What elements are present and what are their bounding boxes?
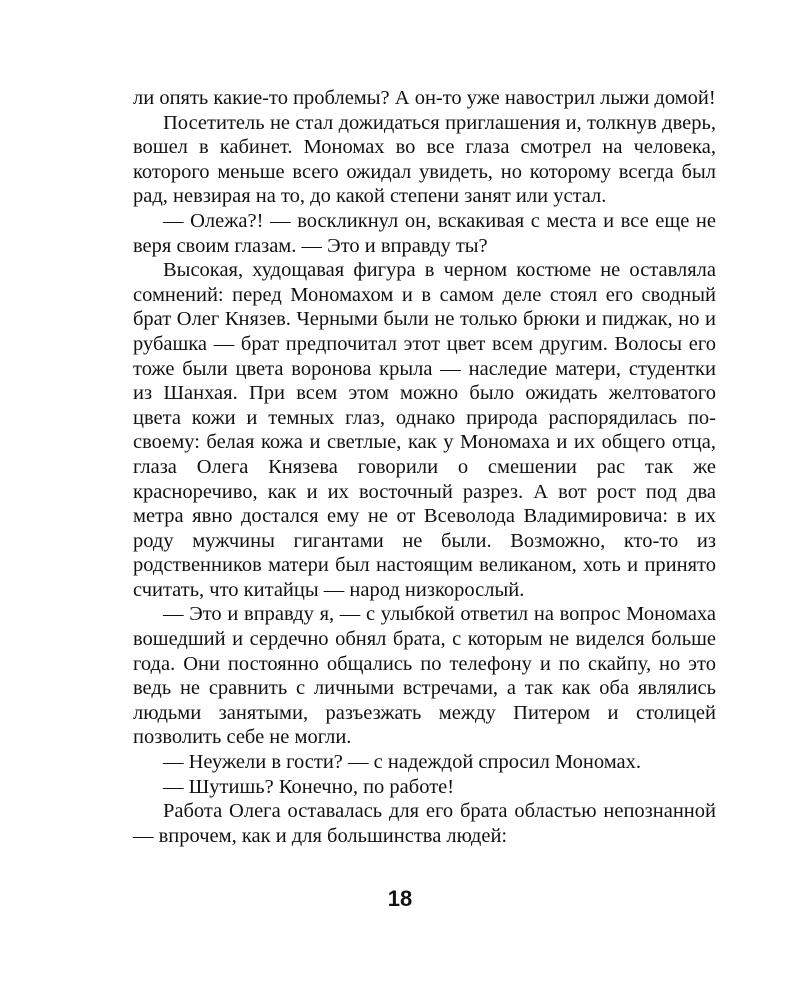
page-number: 18 — [387, 886, 413, 911]
paragraph: Работа Олега оставалась для его брата областью непознанной — впрочем, как и для большинства людей: — [133, 800, 716, 847]
paragraph: — Олежа?! — воскликнул он, вскакивая с места и все еще не веря своим глазам. — Это и вправду ты? — [133, 209, 716, 257]
paragraph: ли опять какие-то проблемы? А он-то уже навострил лыжи домой! — [133, 87, 716, 109]
paragraph: — Шутишь? Конечно, по работе! — [163, 775, 455, 798]
paragraph: Высокая, худощавая фигура в черном костюме не оставляла сомнений: перед Мономахом и в самом деле стоял его сводный брат Олег Князев. Черными были не только брюки и пиджак, но и рубашка — брат предпочитал этот цвет всем другим. Волосы его тоже были цвета воронова крыла — наследие матери, студентки из Шанхая. При всем этом можно было ожидать желтоватого цвета кожи и темных глаз, однако природа распорядилась по-своему: белая кожа и светлые, как у Мономаха и их общего отца, глаза Олега Князева говорили о смешении рас так же красноречиво, как и их восточный разрез. А вот рост под два метра явно достался ему не от Всеволода Владимировича: в их роду мужчины гигантами не были. Возможно, кто-то из родственников матери был настоящим великаном, хоть и принято считать, что китайцы — народ низкорослый. — [133, 259, 716, 601]
paragraph: Посетитель не стал дожидаться приглашения и, толкнув дверь, вошел в кабинет. Мономах во все глаза смотрел на человека, которого меньше всего ожидал увидеть, но которому всегда был рад, невзирая на то, до какой степени занят или устал. — [133, 111, 716, 208]
paragraph: — Неужели в гости? — с надеждой спросил Мономах. — [163, 751, 642, 774]
page-text — [133, 86, 716, 848]
paragraph: — Это и вправду я, — с улыбкой ответил на вопрос Мономаха вошедший и сердечно обнял брата, с которым не виделся больше года. Они постоянно общались по телефону и по скайпу, но это ведь не сравнить с личными встречами, а так как оба являлись людьми занятыми, разъезжать между Питером и столицей позволить себе не могли. — [133, 603, 716, 749]
